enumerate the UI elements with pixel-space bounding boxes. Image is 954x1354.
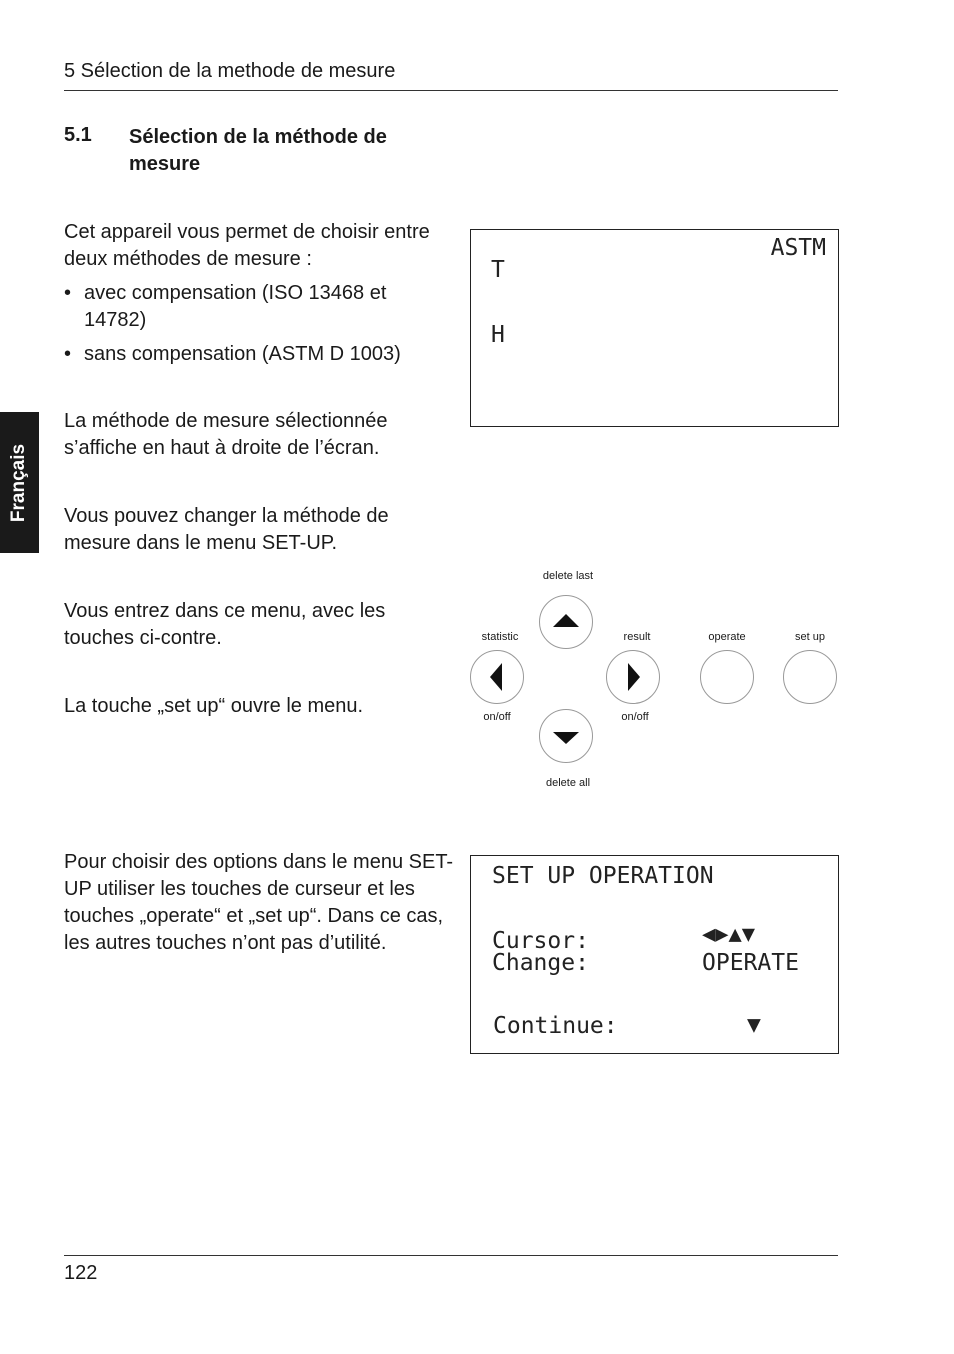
continue-arrow-icon: ▼ [747, 1012, 761, 1038]
right-key-sublabel: on/off [621, 711, 649, 723]
lcd-method-display [470, 229, 839, 427]
setup-title: SET UP OPERATION [492, 863, 714, 889]
keypad-diagram [460, 560, 850, 800]
lcd-setup-display [470, 855, 839, 1054]
language-tab [0, 412, 39, 553]
lcd-line-h: H [491, 322, 505, 348]
right-key[interactable] [607, 651, 660, 704]
cursor-arrows-icon: ◀▶▲▼ [702, 922, 755, 947]
operate-key-label: operate [708, 631, 746, 643]
operate-key[interactable] [701, 651, 754, 704]
footer-rule [64, 1255, 838, 1256]
setup-key-paragraph: La touche „set up“ ouvre le menu. [64, 695, 364, 717]
left-key-label: statistic [481, 631, 519, 643]
lcd-line-t: T [491, 257, 505, 283]
left-key[interactable] [471, 651, 524, 704]
list-item: • sans compensation (ASTM D 1003) [64, 341, 454, 368]
page-number: 122 [64, 1262, 98, 1284]
up-key[interactable] [540, 596, 593, 649]
language-tab-label: Français [8, 443, 30, 522]
list-item: • avec compensation (ISO 13468 et 14782) [64, 280, 454, 334]
enter-paragraph: Vous entrez dans ce menu, avec les touches ci-contre. [64, 600, 386, 649]
intro-paragraph: Cet appareil vous permet de choisir entre deux méthodes de mesure : [64, 221, 430, 270]
section-title: Sélection de la méthode de mesure [129, 126, 387, 175]
down-key[interactable] [540, 710, 593, 763]
up-key-label: delete last [542, 570, 594, 582]
running-header: 5 Sélection de la methode de mesure [64, 60, 396, 82]
section-number: 5.1 [64, 124, 92, 146]
right-key-label: result [623, 631, 651, 643]
continue-label: Continue: [493, 1013, 618, 1039]
change-label: Change: [492, 950, 589, 976]
header-rule [64, 90, 838, 91]
method-list [64, 280, 454, 375]
setup-key-label: set up [795, 631, 825, 643]
change-paragraph: Vous pouvez changer la méthode de mesure dans le menu SET-UP. [64, 505, 389, 554]
displayed-paragraph: La méthode de mesure sélectionnée s’affiche en haut à droite de l’écran. [64, 410, 388, 459]
cursor-label: Cursor: [492, 928, 589, 954]
setup-key[interactable] [784, 651, 837, 704]
down-key-label: delete all [545, 777, 591, 789]
keypad-drawing [460, 560, 850, 800]
method-indicator: ASTM [770, 235, 826, 261]
choose-paragraph: Pour choisir des options dans le menu SET-UP utiliser les touches de curseur et les touches „operate“ et „set up“. Dans ce cas, les autres touches n’ont pas d’utilité. [64, 851, 454, 954]
left-key-sublabel: on/off [483, 711, 511, 723]
change-value: OPERATE [702, 950, 799, 976]
